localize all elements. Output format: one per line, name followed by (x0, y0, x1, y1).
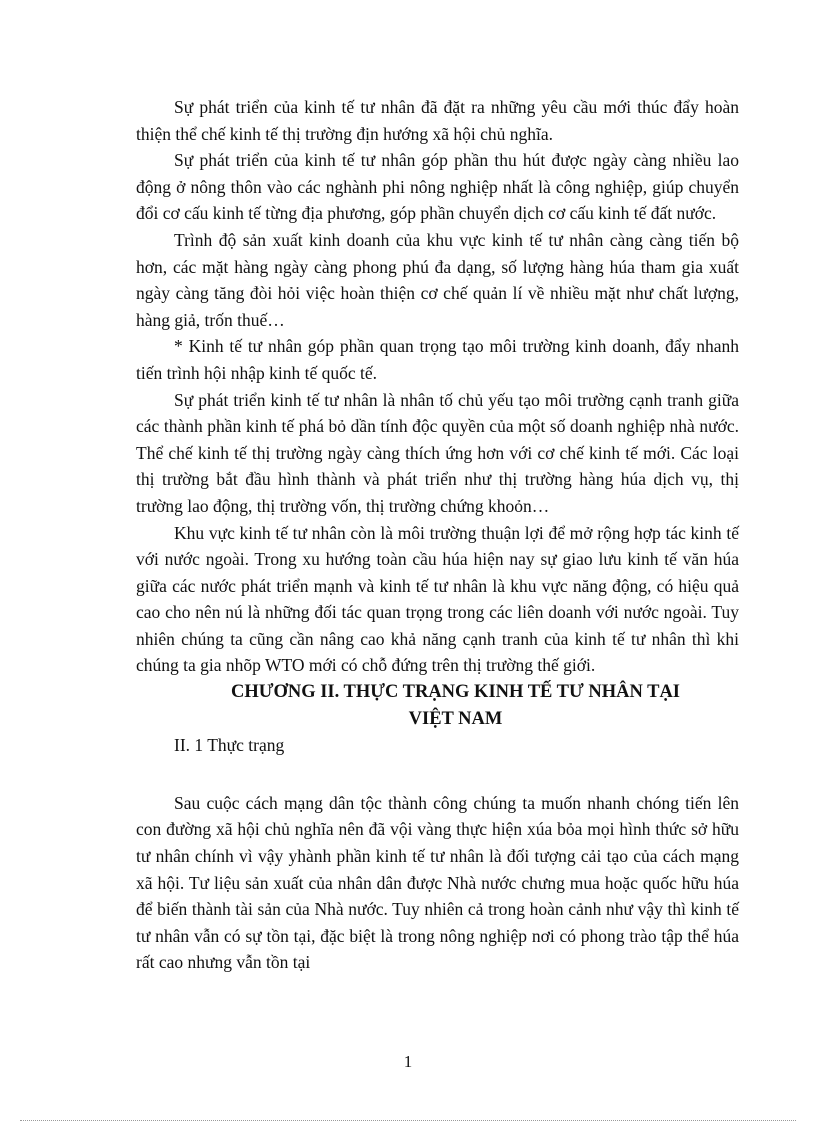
paragraph-5: Sự phát triển kinh tế tư nhân là nhân tố chủ yếu tạo môi trường cạnh tranh giữa các thành phần kinh tế phá bỏ dần tính độc quyền của một số doanh nghiệp nhà nước. Thể chế kinh tế thị trường ngày càng thích ứng hơn với cơ chế kinh tế mới. Các loại thị trường bắt đầu hình thành và phát triển như thị trường hàng húa dịch vụ, thị trường lao động, thị trường vốn, thị trường chứng khoỏn… (136, 389, 739, 516)
paragraph-7: Sau cuộc cách mạng dân tộc thành công chúng ta muốn nhanh chóng tiến lên con đường xã hội chủ nghĩa nên đã vội vàng thực hiện xúa bỏa mọi hình thức sở hữu tư nhân chính vì vậy yhành phần kinh tế tư nhân là đối tượng cải tạo của cách mạng xã hội. Tư liệu sản xuất của nhân dân được Nhà nước chưng mua hoặc quốc hữu húa để biến thành tài sản của Nhà nước. Tuy nhiên cả trong hoàn cảnh như vậy thì kinh tế tư nhân vẫn có sự tồn tại, đặc biệt là trong nông nghiệp nơi có phong trào tập thể húa rất cao nhưng vẫn tồn tại (136, 792, 739, 973)
chapter-heading (136, 679, 739, 732)
page-bottom-divider (20, 1120, 796, 1121)
paragraph-6: Khu vực kinh tế tư nhân còn là môi trường thuận lợi để mở rộng hợp tác kinh tế với nước ngoài. Trong xu hướng toàn cầu húa hiện nay sự giao lưu kinh tế văn húa giữa các nước phát triển mạnh và kinh tế tư nhân là khu vực năng động, có hiệu quả cao cho nên nú là những đối tác quan trọng trong các liên doanh với nước ngoài. Tuy nhiên chúng ta cũng cần nâng cao khả năng cạnh tranh của kinh tế tư nhân thì khi chúng ta gia nhõp WTO mới có chỗ đứng trên thị trường thế giới. (136, 522, 739, 676)
paragraph-2: Sự phát triển của kinh tế tư nhân góp phần thu hút được ngày càng nhiều lao động ở nông thôn vào các nghành phi nông nghiệp nhất là công nghiệp, giúp chuyển đổi cơ cấu kinh tế từng địa phương, góp phần chuyển dịch cơ cấu kinh tế đất nước. (136, 150, 739, 224)
page-number: 1 (403, 1052, 413, 1071)
paragraph-3: Trình độ sản xuất kinh doanh của khu vực kinh tế tư nhân càng càng tiến bộ hơn, các mặt hàng ngày càng phong phú đa dạng, số lượng hàng húa tham gia xuất ngày càng tăng đòi hỏi việc hoàn thiện cơ chế quản lí về nhiều mặt như chất lượng, hàng giả, trốn thuế… (136, 229, 739, 330)
page-body (136, 94, 739, 976)
paragraph-4-bullet: * Kinh tế tư nhân góp phần quan trọng tạo môi trường kinh doanh, đẩy nhanh tiến trình hội nhập kinh tế quốc tế. (136, 336, 739, 383)
blank-line (136, 759, 739, 790)
chapter-heading-line-2: VIỆT NAM (408, 708, 503, 729)
chapter-heading-line-1: CHƯƠNG II. THỰC TRẠNG KINH TẾ TƯ NHÂN TẠI (230, 682, 681, 703)
paragraph-1: Sự phát triển của kinh tế tư nhân đã đặt ra những yêu cầu mới thúc đẩy hoàn thiện thể chế kinh tế thị trường địn hướng xã hội chủ nghĩa. (136, 97, 739, 144)
section-heading: II. 1 Thực trạng (174, 735, 285, 756)
